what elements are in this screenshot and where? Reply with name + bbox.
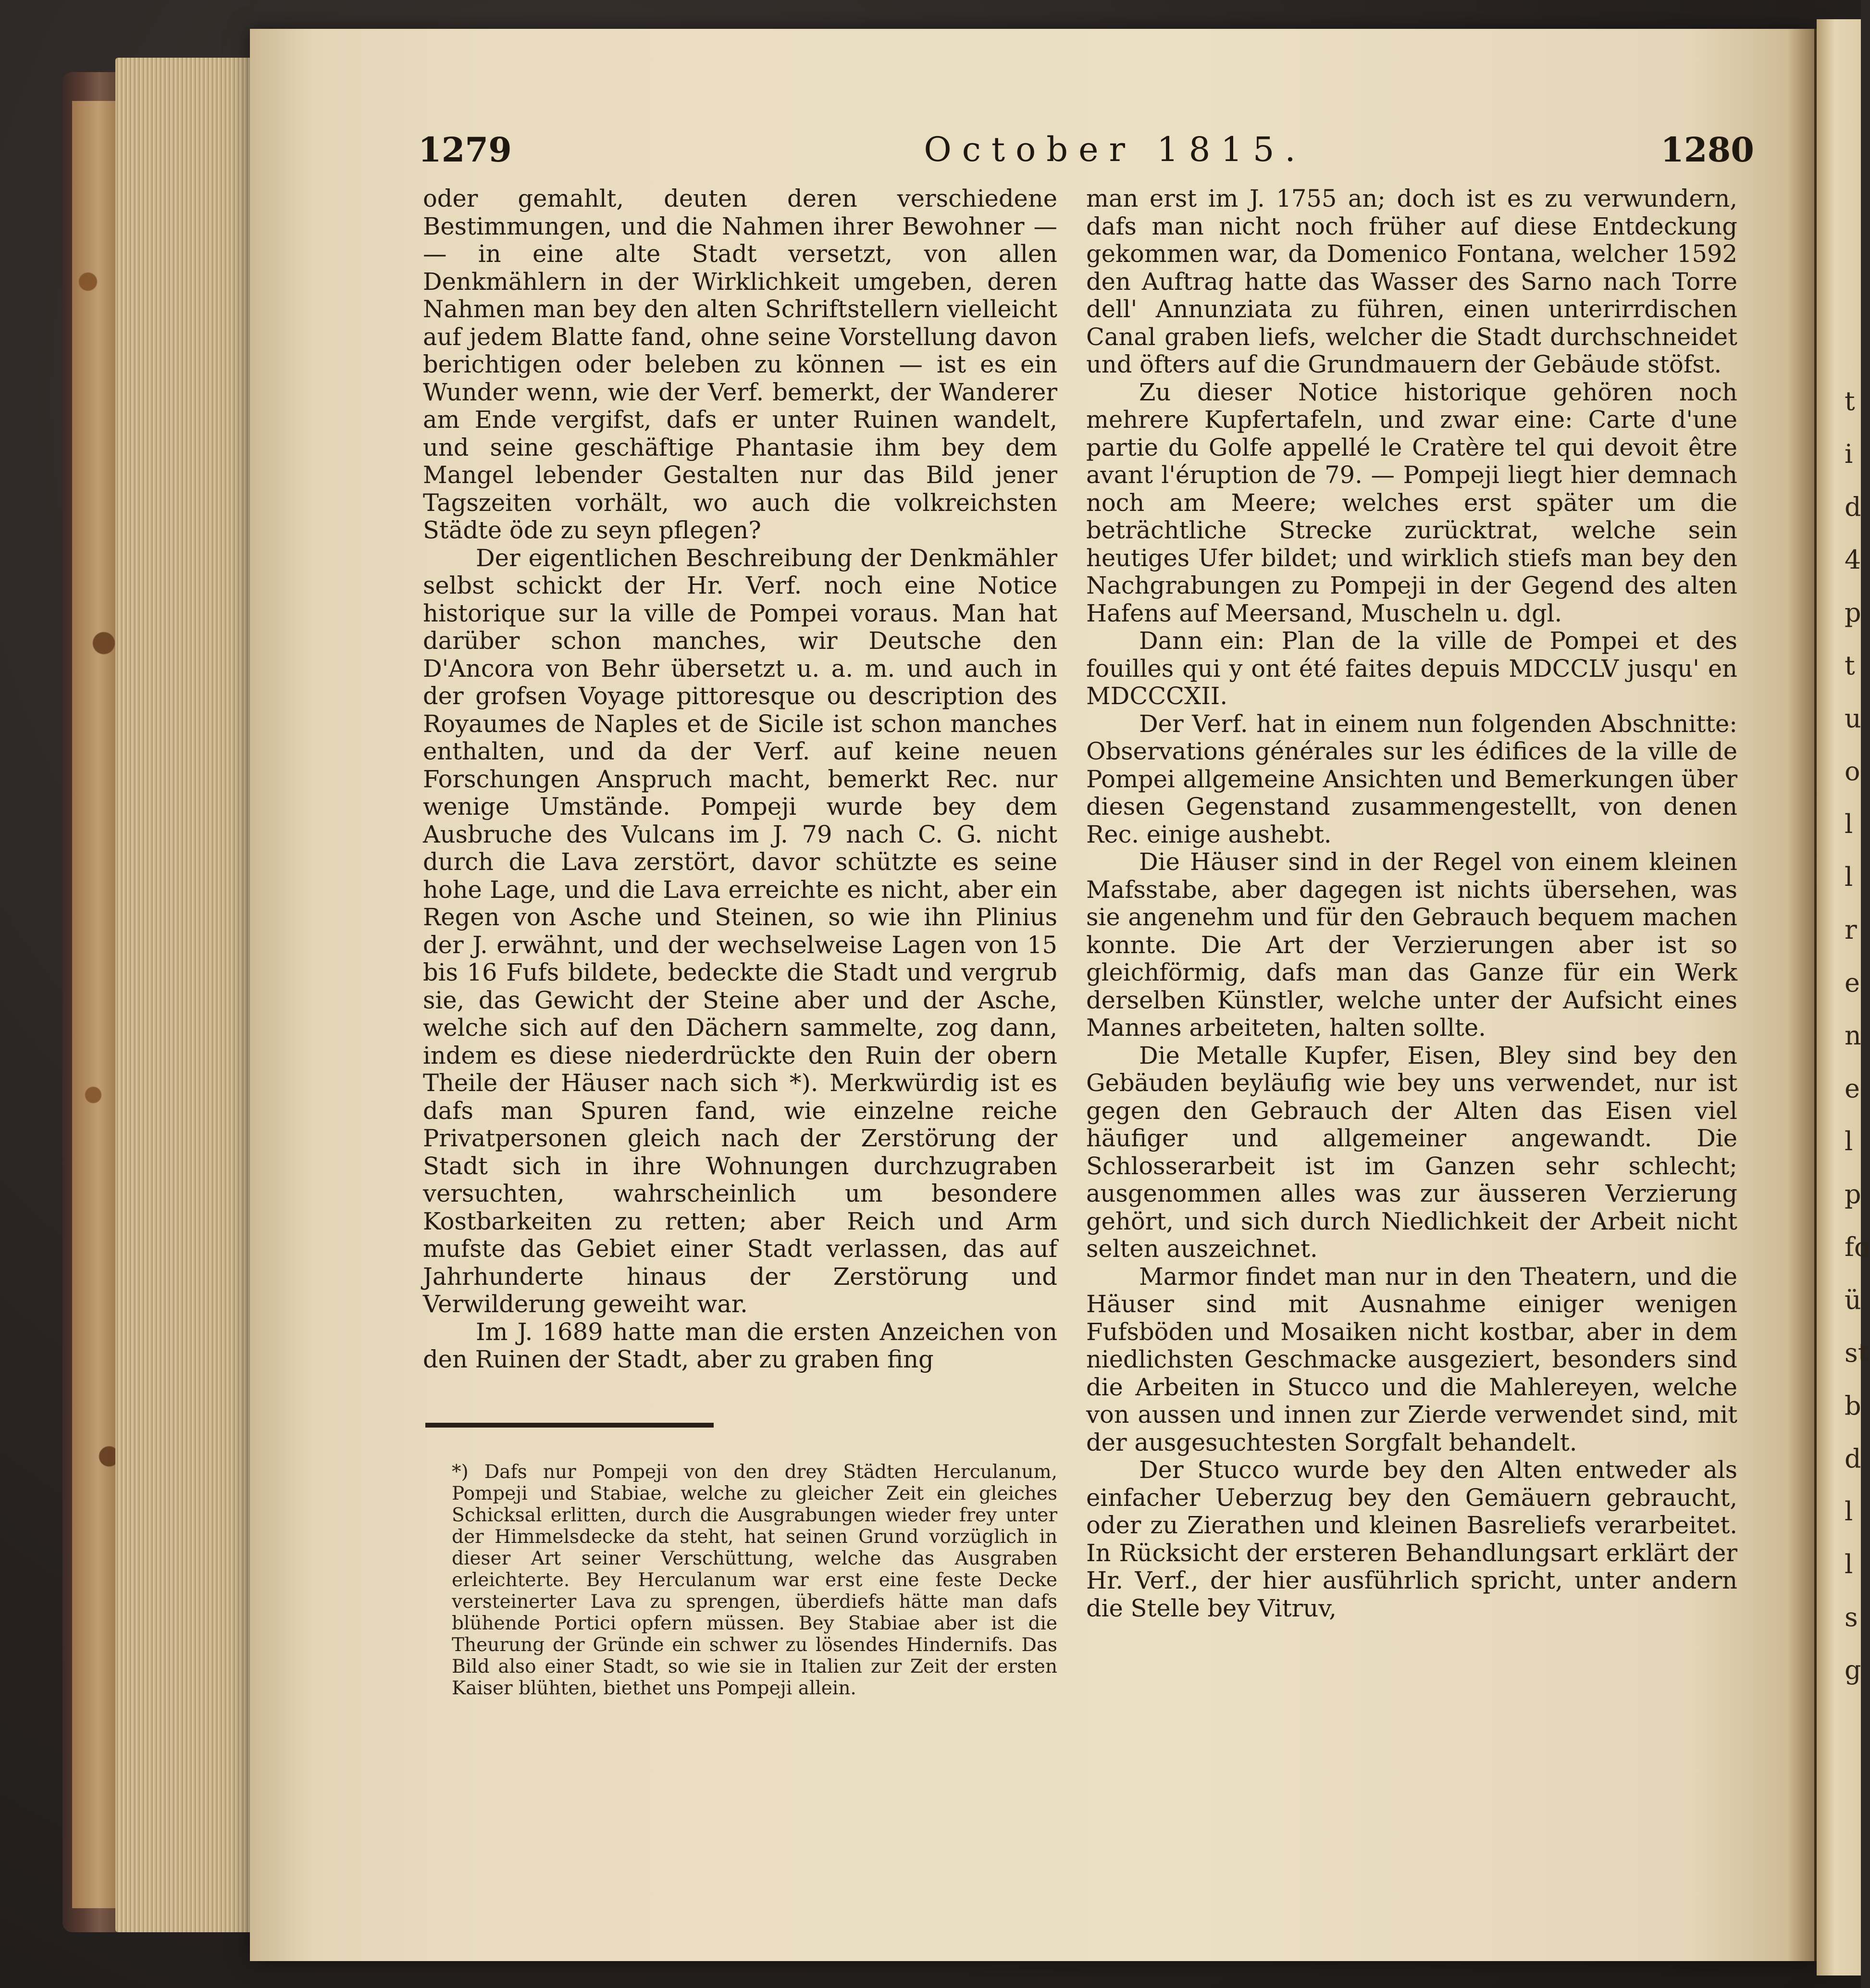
paragraph: Die Häuser sind in der Regel von einem kleinen Mafsstabe, aber dagegen ist nichts übersehen, was sie angenehm und für den Gebrauch bequem machen konnte. Die Art der Verzierungen aber ist so gleichförmig, dafs man das Ganze für ein Werk derselben Künstler, welche unter der Aufsicht eines Mannes arbeiteten, halten sollte.: [1086, 848, 1737, 1042]
footnote-text: *) Dafs nur Pompeji von den drey Städten Herculanum, Pompeji und Stabiae, welche zu gleicher Zeit ein gleiches Schicksal erlitten, durch die Ausgrabungen wieder frey unter der Himmelsdecke da steht, hat seinen Grund vorzüglich in dieser Art seiner Verschüttung, welche das Ausgraben erleichterte. Bey Herculanum war erst eine feste Decke versteinerter Lava zu sprengen, überdiefs hätte man dafs blühende Portici opfern müssen. Bey Stabiae aber ist die Theurung der Gründe ein schwer zu lösendes Hindernifs. Das Bild also einer Stadt, so wie sie in Italien zur Zeit der ersten Kaiser blühten, biethet uns Pompeji allein.: [452, 1461, 1057, 1699]
footnote-rule: [425, 1423, 714, 1428]
page-number-right: 1280: [1660, 130, 1754, 170]
page-gutter-shadow: [1788, 29, 1817, 1961]
footnote: [452, 1461, 1057, 1699]
running-header: [418, 130, 1754, 173]
paragraph: Marmor findet man nur in den Theatern, und die Häuser sind mit Ausnahme einiger wenigen Fufsböden und Mosaiken nicht kostbar, aber in dem niedlichsten Geschmacke ausgeziert, besonders sind die Arbeiten in Stucco und die Mahlereyen, welche von aussen und innen zur Zierde verwendet sind, mit der ausgesuchtesten Sorgfalt behandelt.: [1086, 1262, 1737, 1456]
right-column: [1086, 185, 1737, 1622]
paragraph: Dann ein: Plan de la ville de Pompei et des fouilles qui y ont été faites depuis MDCCLV jusqu' en MDCCCXII.: [1086, 627, 1737, 710]
paragraph: Der Stucco wurde bey den Alten entweder als einfacher Ueberzug bey den Gemäuern gebraucht, oder zu Zierathen und kleinen Basreliefs verarbeitet. In Rücksicht der ersteren Behandlungsart erklärt der Hr. Verf., der hier ausführlich spricht, unter andern die Stelle bey Vitruv,: [1086, 1456, 1737, 1622]
next-page-edge-text: t i d 4 p t u o l l r e n e l p fo ü st b d l l s g: [1845, 386, 1870, 1685]
left-column: [423, 185, 1057, 1374]
running-title: October 1815.: [924, 130, 1306, 169]
page-block-edge: [115, 58, 260, 1932]
paragraph: Die Metalle Kupfer, Eisen, Bley sind bey den Gebäuden beyläufig wie bey uns verwendet, nur ist gegen den Gebrauch der Alten das Eisen viel häufiger und allgemeiner angewandt. Die Schlosserarbeit ist im Ganzen sehr schlecht; ausgenommen alles was zur äusseren Verzierung gehört, und sich durch Niedlichkeit der Arbeit nicht selten auszeichnet.: [1086, 1041, 1737, 1263]
paragraph: oder gemahlt, deuten deren verschiedene Bestimmungen, und die Nahmen ihrer Bewohner — — in eine alte Stadt versetzt, von allen Denkmählern in der Wirklichkeit umgeben, deren Nahmen man bey den alten Schriftstellern vielleicht auf jedem Blatte fand, ohne seine Vorstellung davon berichtigen oder beleben zu können — ist es ein Wunder wenn, wie der Verf. bemerkt, der Wanderer am Ende vergifst, dafs er unter Ruinen wandelt, und seine geschäftige Phantasie ihm bey dem Mangel lebender Gestalten nur das Bild jener Tagszeiten vorhält, wo auch die volkreichsten Städte öde zu seyn pflegen?: [423, 185, 1057, 544]
page-number-left: 1279: [418, 130, 512, 170]
paragraph: man erst im J. 1755 an; doch ist es zu verwundern, dafs man nicht noch früher auf diese Entdeckung gekommen war, da Domenico Fontana, welcher 1592 den Auftrag hatte das Wasser des Sarno nach Torre dell' Annunziata zu führen, einen unterirrdischen Canal graben liefs, welcher die Stadt durchschneidet und öfters auf die Grundmauern der Gebäude stöfst.: [1086, 185, 1737, 378]
paragraph: Zu dieser Notice historique gehören noch mehrere Kupfertafeln, und zwar eine: Carte d'une partie du Golfe appellé le Cratère tel qui devoit être avant l'éruption de 79. — Pompeji liegt hier demnach noch am Meere; welches erst später um die beträchtliche Strecke zurücktrat, welche sein heutiges Ufer bildet; und wirklich stiefs man bey den Nachgrabungen zu Pompeji in der Gegend des alten Hafens auf Meersand, Muscheln u. dgl.: [1086, 378, 1737, 627]
paragraph: Der eigentlichen Beschreibung der Denkmähler selbst schickt der Hr. Verf. noch eine Notice historique sur la ville de Pompei voraus. Man hat darüber schon manches, wir Deutsche den D'Ancora von Behr übersetzt u. a. m. und auch in der grofsen Voyage pittoresque ou description des Royaumes de Naples et de Sicile ist schon manches enthalten, und da der Verf. auf keine neuen Forschungen Anspruch macht, bemerkt Rec. nur wenige Umstände. Pompeji wurde bey dem Ausbruche des Vulcans im J. 79 nach C. G. nicht durch die Lava zerstört, davor schützte es seine hohe Lage, und die Lava erreichte es nicht, aber ein Regen von Asche und Steinen, so wie ihn Plinius der J. erwähnt, und der wechselweise Lagen von 15 bis 16 Fufs bildete, bedeckte die Stadt und vergrub sie, das Gewicht der Steine aber und der Asche, welche sich auf den Dächern sammelte, zog dann, indem es diese niederdrückte den Ruin der obern Theile der Häuser nach sich *). Merkwürdig ist es dafs man Spuren fand, wie einzelne reiche Privatpersonen gleich nach der Zerstörung der Stadt sich in ihre Wohnungen durchzugraben versuchten, wahrscheinlich um besondere Kostbarkeiten zu retten; aber Reich und Arm mufste das Gebiet einer Stadt verlassen, das auf Jahrhunderte hinaus der Zerstörung und Verwilderung geweiht war.: [423, 544, 1057, 1318]
paragraph: Der Verf. hat in einem nun folgenden Abschnitte: Observations générales sur les édifices de la ville de Pompei allgemeine Ansichten und Bemerkungen über diesen Gegenstand zusammengestellt, von denen Rec. einige aushebt.: [1086, 709, 1737, 848]
paragraph: Im J. 1689 hatte man die ersten Anzeichen von den Ruinen der Stadt, aber zu graben fing: [423, 1317, 1057, 1373]
